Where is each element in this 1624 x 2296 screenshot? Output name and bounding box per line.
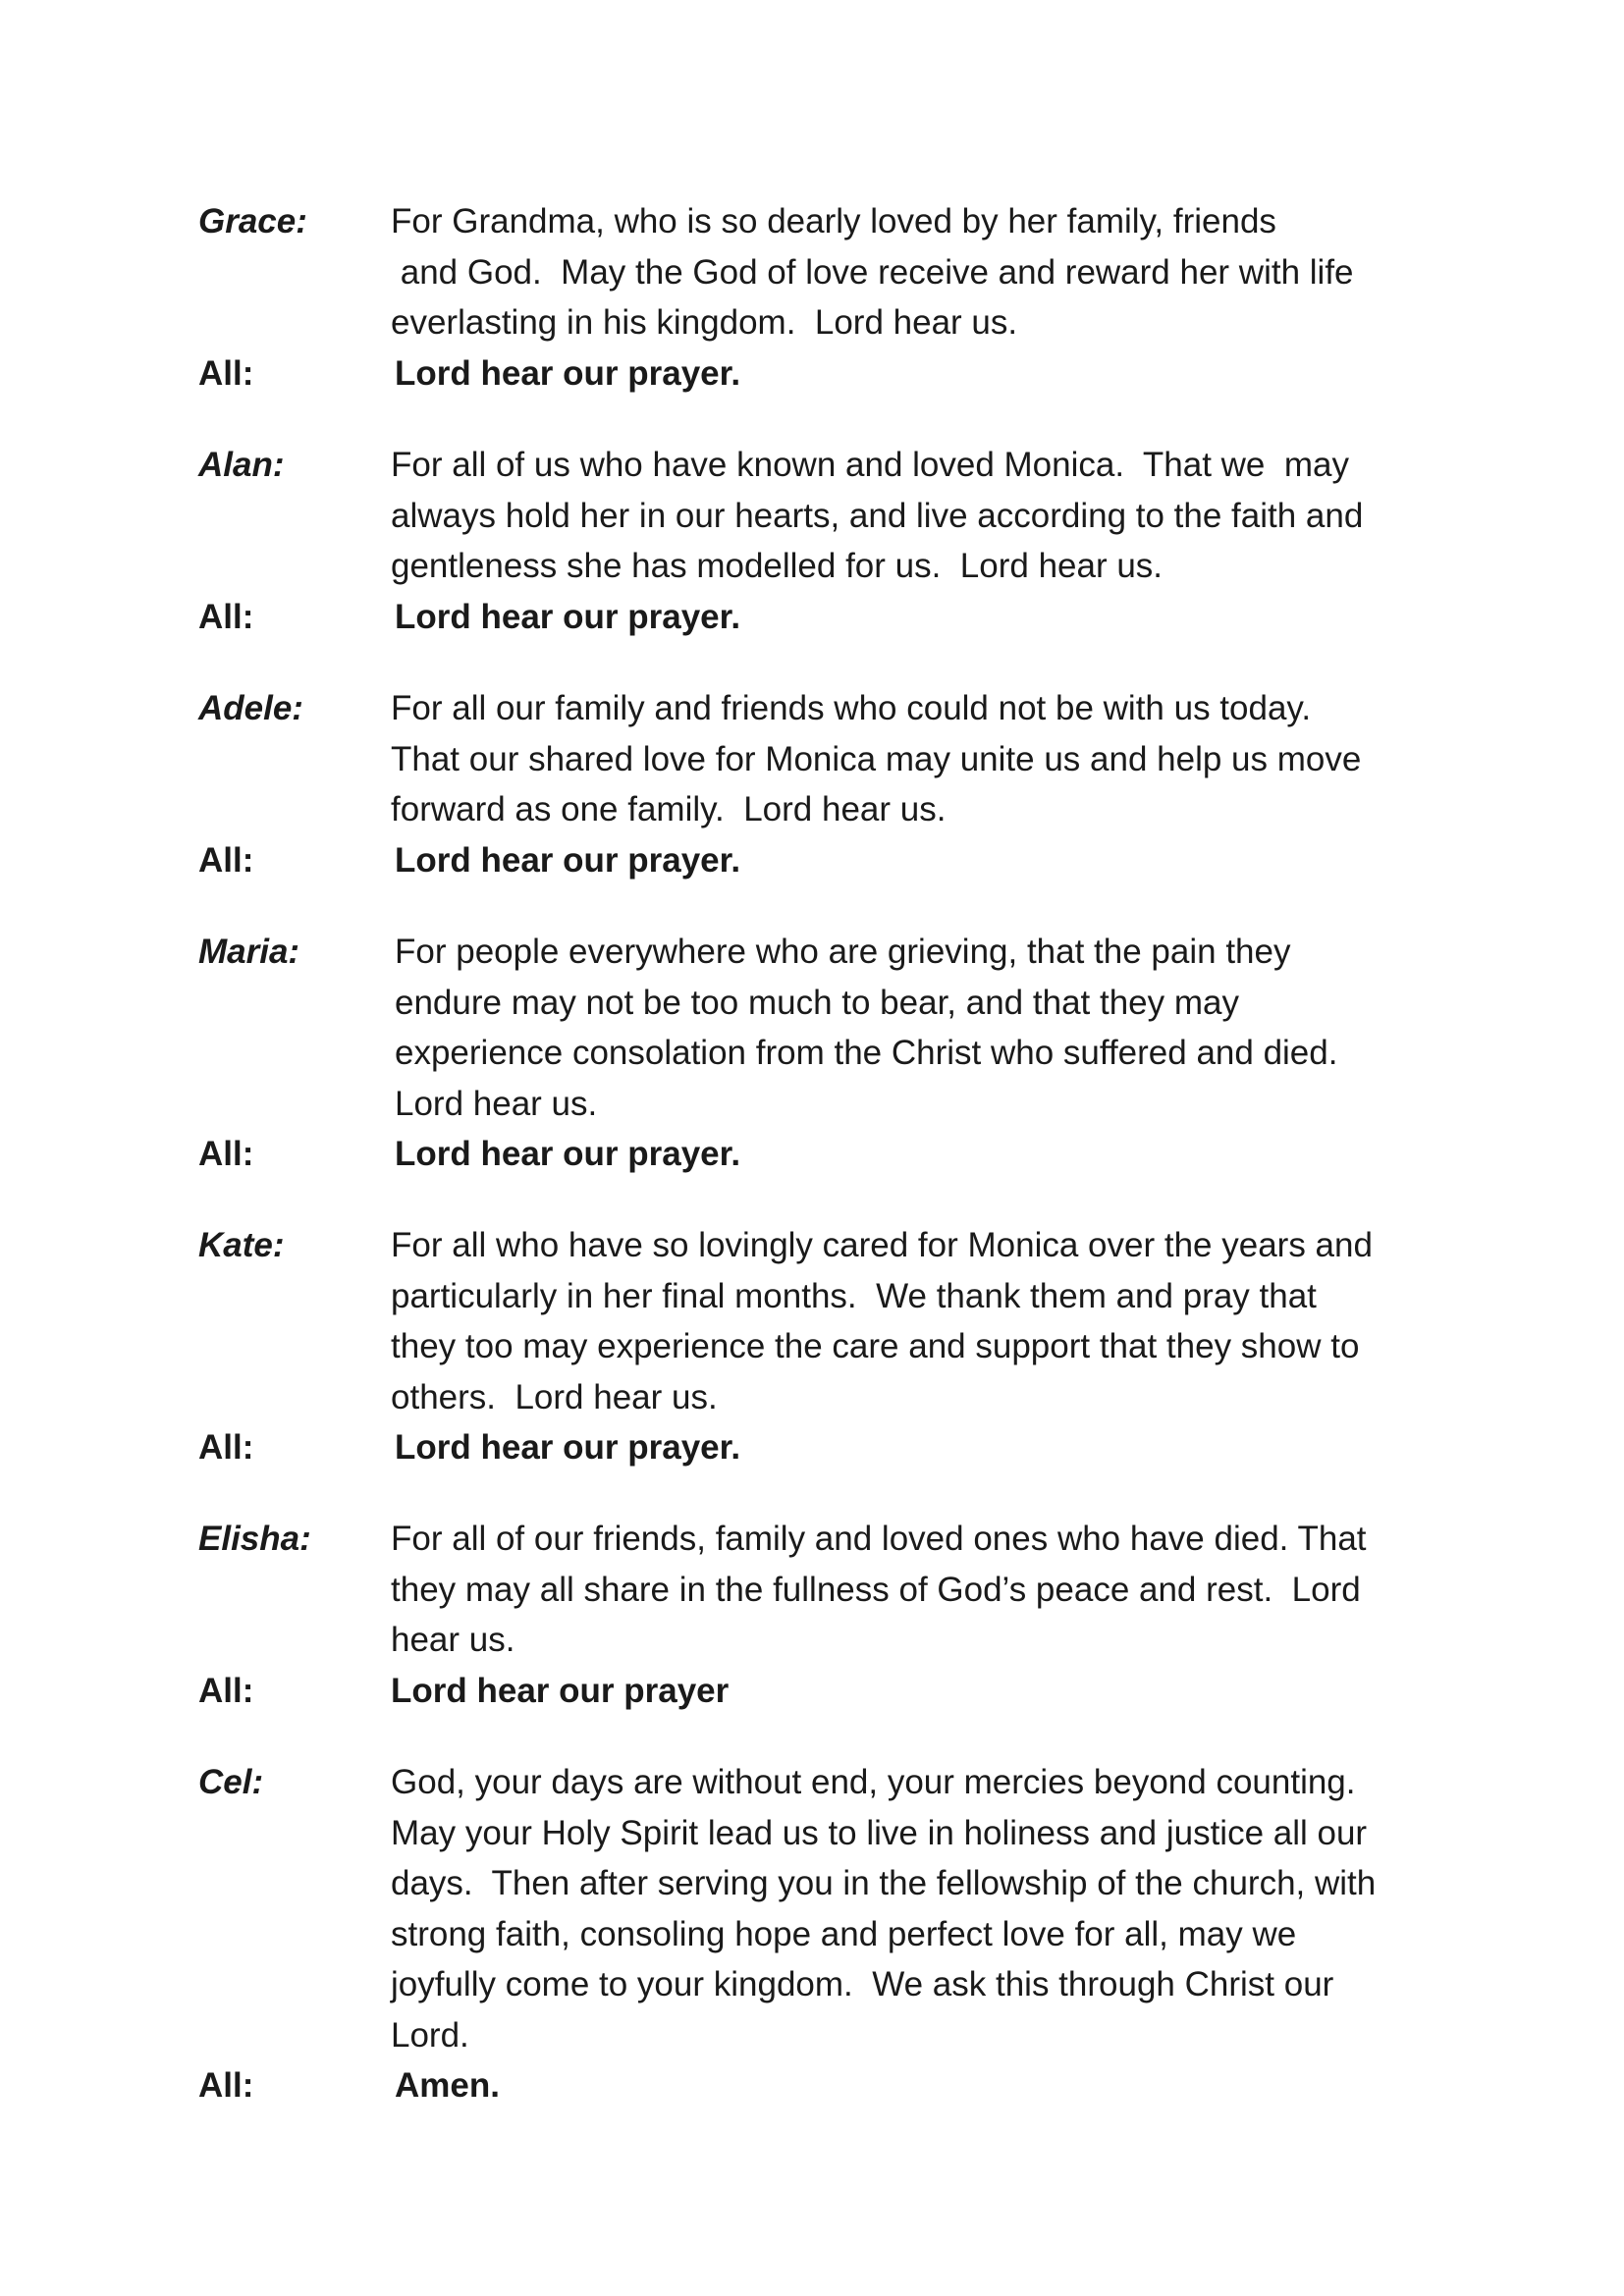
response-label: All: (198, 1428, 254, 1467)
response-label: All: (198, 1135, 254, 1173)
response-label: All: (198, 1672, 254, 1710)
prayer-line: For all our family and friends who could not be with us today. (391, 689, 1312, 727)
response-label: All: (198, 2066, 254, 2105)
response-alan (0, 592, 1624, 643)
prayer-line: Lord. (391, 2015, 469, 2055)
prayer-line: always hold her in our hearts, and live according to the faith and (391, 496, 1364, 535)
response-elisha (0, 1666, 1624, 1717)
prayer-text (395, 927, 1524, 1129)
prayer-line: That our shared love for Monica may unite us and help us move (391, 739, 1362, 778)
prayer-line: they too may experience the care and support that they show to (391, 1327, 1360, 1365)
prayer-line: For all of us who have known and loved Monica. That we may (391, 446, 1349, 484)
response-text: Amen. (395, 2066, 500, 2105)
response-text: Lord hear our prayer. (395, 598, 741, 636)
response-label: All: (198, 354, 254, 393)
prayer-line: joyfully come to your kingdom. We ask this through Christ our (391, 1965, 1334, 2003)
response-text: Lord hear our prayer. (395, 1135, 741, 1173)
prayer-line: others. Lord hear us. (391, 1377, 718, 1416)
speaker-name: Kate: (198, 1226, 285, 1264)
prayer-line: For Grandma, who is so dearly loved by her family, friends (391, 202, 1276, 240)
prayer-line: particularly in her final months. We thank them and pray that (391, 1276, 1317, 1315)
prayer-text (391, 440, 1520, 592)
prayer-line: God, your days are without end, your mercies beyond counting. (391, 1763, 1356, 1801)
prayer-text (391, 196, 1520, 348)
prayer-line: Lord hear us. (395, 1084, 598, 1123)
prayer-line: everlasting in his kingdom. Lord hear us. (391, 303, 1018, 342)
speaker-name: Maria: (198, 933, 300, 971)
prayer-text (391, 1514, 1520, 1666)
prayer-line: strong faith, consoling hope and perfect love for all, may we (391, 1914, 1297, 1953)
response-cel (0, 2060, 1624, 2111)
speaker-name: Alan: (198, 446, 285, 484)
response-text: Lord hear our prayer. (395, 1428, 741, 1467)
response-adele (0, 835, 1624, 886)
prayer-line: days. Then after serving you in the fellowship of the church, with (391, 1864, 1377, 1902)
prayer-line: For people everywhere who are grieving, that the pain they (395, 933, 1291, 971)
speaker-name: Cel: (198, 1763, 264, 1801)
response-label: All: (198, 841, 254, 880)
prayer-line: For all of our friends, family and loved ones who have died. That (391, 1520, 1367, 1558)
prayer-line: gentleness she has modelled for us. Lord hear us. (391, 547, 1164, 585)
response-text: Lord hear our prayer. (395, 354, 741, 393)
response-grace (0, 348, 1624, 400)
speaker-name: Adele: (198, 689, 303, 727)
prayer-line: For all who have so lovingly cared for Monica over the years and (391, 1226, 1373, 1264)
prayer-line: and God. May the God of love receive and reward her with life (391, 252, 1354, 292)
response-text: Lord hear our prayer (391, 1672, 730, 1710)
prayer-text (391, 1220, 1520, 1422)
speaker-name: Grace: (198, 202, 307, 240)
prayer-line: May your Holy Spirit lead us to live in holiness and justice all our (391, 1813, 1368, 1852)
prayer-line: endure may not be too much to bear, and that they may (395, 983, 1239, 1022)
prayer-line: forward as one family. Lord hear us. (391, 790, 947, 828)
response-maria (0, 1129, 1624, 1180)
response-kate (0, 1422, 1624, 1473)
prayer-text (391, 1757, 1520, 2060)
speaker-name: Elisha: (198, 1520, 311, 1558)
prayer-line: experience consolation from the Christ who suffered and died. (395, 1034, 1338, 1072)
prayer-text (391, 683, 1520, 835)
response-label: All: (198, 598, 254, 636)
prayer-line: hear us. (391, 1621, 515, 1659)
response-text: Lord hear our prayer. (395, 841, 741, 880)
prayer-line: they may all share in the fullness of God’s peace and rest. Lord (391, 1570, 1361, 1609)
